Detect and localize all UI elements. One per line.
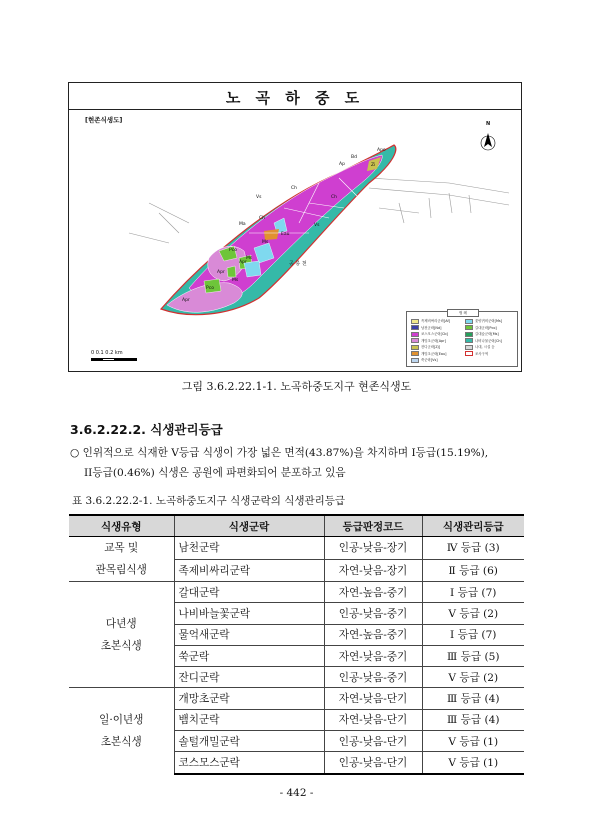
- map-label: Ape: [377, 148, 386, 153]
- table-caption: 표 3.6.2.22.2-1. 노곡하중도지구 식생군락의 식생관리등급: [72, 495, 346, 507]
- community-cell: 나비바늘꽃군락: [174, 603, 324, 624]
- legend-swatch: [411, 358, 419, 363]
- legend-label: 잔디군락[Zj]: [421, 345, 441, 349]
- map-label: Pco: [229, 248, 237, 253]
- legend-item: [411, 357, 438, 363]
- legend-label: 나비나물군락[Ch]: [475, 338, 502, 343]
- grade-cell: Ⅲ 등급 (4): [422, 688, 524, 709]
- north-label: N: [486, 121, 491, 127]
- grade-cell: Ⅴ 등급 (1): [422, 731, 524, 752]
- legend-label: 코스모스군락[Cb]: [421, 332, 448, 336]
- legend-item: [411, 325, 441, 331]
- legend-label: 개망초군락[Apr]: [421, 338, 446, 343]
- table-row: [69, 688, 524, 709]
- legend-swatch: [411, 351, 419, 356]
- legend-label: 족제비싸리군락[Af]: [421, 319, 450, 323]
- map-label: Eau: [281, 232, 290, 237]
- code-cell: 인공-낮음-중기: [324, 667, 422, 688]
- code-cell: 인공-낮음-단기: [324, 731, 422, 752]
- legend-swatch: [465, 332, 473, 337]
- header-cell: 등급판정코드: [324, 515, 422, 537]
- vegetation-type-line: 초본식생: [100, 736, 142, 749]
- vegetation-type-cell: [69, 582, 174, 688]
- map-label: Vs: [256, 195, 262, 200]
- map-label: Ms: [246, 256, 253, 261]
- map-label: Zi: [371, 163, 376, 168]
- vegetation-grade-table: [69, 514, 524, 775]
- legend-label: 쑥군락[Vs]: [421, 358, 438, 362]
- map-label: Ap: [339, 162, 345, 167]
- legend-swatch: [465, 319, 473, 324]
- community-cell: 잔디군락: [174, 667, 324, 688]
- scale-bar: [91, 358, 137, 361]
- map-label: Pco: [206, 286, 214, 291]
- legend-label: 개망초군락[Eau]: [421, 351, 447, 356]
- grade-cell: Ⅴ 등급 (2): [422, 603, 524, 624]
- legend-item: [411, 338, 446, 344]
- header-cell: 식생유형: [69, 515, 174, 537]
- vegetation-type-line: 일·이년생: [99, 714, 144, 727]
- map-label: Ms: [232, 278, 239, 283]
- map-label: Apr: [239, 260, 247, 265]
- map-title-divider: [69, 109, 521, 110]
- page-number: - 442 -: [279, 787, 314, 799]
- vegetation-map-figure: [68, 82, 522, 372]
- community-cell: 족제비싸리군락: [174, 559, 324, 582]
- map-title: 노 곡 하 중 도: [225, 89, 365, 107]
- legend-swatch: [411, 345, 419, 350]
- grade-cell: Ⅰ 등급 (7): [422, 624, 524, 645]
- map-label: Ch: [259, 216, 265, 221]
- community-cell: 솔털개밀군락: [174, 731, 324, 752]
- legend-swatch: [465, 345, 473, 350]
- legend-label: 나대, 시설 등: [475, 345, 495, 349]
- code-cell: 자연-낮음-단기: [324, 688, 422, 709]
- legend-item: [411, 344, 440, 350]
- table-row: [69, 582, 524, 603]
- legend-label: 조사구역: [475, 351, 489, 356]
- vegetation-type-cell: [69, 537, 174, 582]
- map-label: Apr: [182, 298, 190, 303]
- code-cell: 자연-낮음-장기: [324, 559, 422, 582]
- legend-swatch: [465, 351, 473, 356]
- grade-cell: Ⅳ 등급 (3): [422, 537, 524, 560]
- legend-swatch: [465, 325, 473, 330]
- map-label: Ch: [291, 186, 297, 191]
- map-label: Ma: [239, 222, 246, 227]
- legend-swatch: [411, 338, 419, 343]
- community-cell: 갈대군락: [174, 582, 324, 603]
- map-subtitle: [현존식생도]: [85, 116, 123, 124]
- river-label: 공 릉 천: [289, 261, 307, 267]
- map-label: Ms: [262, 240, 269, 245]
- legend-label: 갈대숲군락[Ms]: [475, 332, 499, 336]
- community-cell: 개망초군락: [174, 688, 324, 709]
- code-cell: 자연-낮음-단기: [324, 709, 422, 730]
- scale-label: 0 0.1 0.2 km: [91, 350, 123, 356]
- grade-cell: Ⅱ 등급 (6): [422, 559, 524, 582]
- section-heading: 3.6.2.22.2. 식생관리등급: [70, 422, 223, 437]
- legend-swatch: [411, 319, 419, 324]
- figure-caption: 그림 3.6.2.22.1-1. 노곡하중도지구 현존식생도: [181, 380, 412, 393]
- map-label: Apr: [217, 270, 225, 275]
- legend-swatch: [465, 338, 473, 343]
- code-cell: 인공-낮음-장기: [324, 537, 422, 560]
- map-label: Bd: [351, 155, 357, 160]
- map-label: Vs: [314, 223, 320, 228]
- legend-item: [411, 351, 446, 357]
- legend-title: 범 례: [447, 309, 479, 317]
- table-body: [69, 537, 524, 774]
- code-cell: 인공-낮음-단기: [324, 752, 422, 774]
- community-cell: 물억새군락: [174, 624, 324, 645]
- legend-item: [411, 318, 450, 324]
- vegetation-type-line: 다년생: [105, 617, 137, 630]
- grade-cell: Ⅲ 등급 (5): [422, 645, 524, 666]
- paragraph-line-2: II등급(0.46%) 식생은 공원에 파편화되어 분포하고 있음: [84, 467, 346, 479]
- table-row: [69, 537, 524, 560]
- legend-item: [465, 351, 488, 357]
- legend-label: 갈대군락[Pco]: [475, 325, 497, 330]
- vegetation-type-line: 초본식생: [100, 639, 142, 652]
- code-cell: 자연-높음-중기: [324, 582, 422, 603]
- vegetation-type-line: 교목 및: [104, 542, 139, 554]
- legend-item: [465, 344, 495, 350]
- legend-label: 꽃양귀비군락[Ms]: [475, 319, 502, 323]
- legend-item: [465, 325, 497, 331]
- paragraph-line-1: ○ 인위적으로 식재한 V등급 식생이 가장 넓은 면적(43.87%)을 차지하며 I등급(15.19%),: [70, 447, 489, 459]
- legend-item: [465, 331, 499, 337]
- header-cell: 식생관리등급: [422, 515, 524, 537]
- grade-cell: Ⅴ 등급 (1): [422, 752, 524, 774]
- code-cell: 자연-낮음-중기: [324, 645, 422, 666]
- code-cell: 자연-높음-중기: [324, 624, 422, 645]
- community-cell: 남천군락: [174, 537, 324, 560]
- legend-item: [411, 331, 448, 337]
- code-cell: 인공-낮음-중기: [324, 603, 422, 624]
- grade-cell: Ⅰ 등급 (7): [422, 582, 524, 603]
- header-cell: 식생군락: [174, 515, 324, 537]
- legend-swatch: [411, 332, 419, 337]
- vegetation-type-line: 관목림식생: [95, 564, 147, 576]
- community-cell: 쑥군락: [174, 645, 324, 666]
- map-legend: [406, 311, 518, 367]
- map-label: Ch: [331, 195, 337, 200]
- legend-item: [465, 338, 502, 344]
- vegetation-type-cell: [69, 688, 174, 774]
- community-cell: 뱀치군락: [174, 709, 324, 730]
- legend-label: 남천군락[Nd]: [421, 325, 442, 330]
- community-cell: 코스모스군락: [174, 752, 324, 774]
- table-header-row: [69, 515, 524, 537]
- grade-cell: Ⅲ 등급 (4): [422, 709, 524, 730]
- north-arrow-icon: [481, 133, 495, 150]
- legend-swatch: [411, 325, 419, 330]
- body-paragraph: [70, 443, 526, 483]
- grade-cell: Ⅴ 등급 (2): [422, 667, 524, 688]
- legend-item: [465, 318, 502, 324]
